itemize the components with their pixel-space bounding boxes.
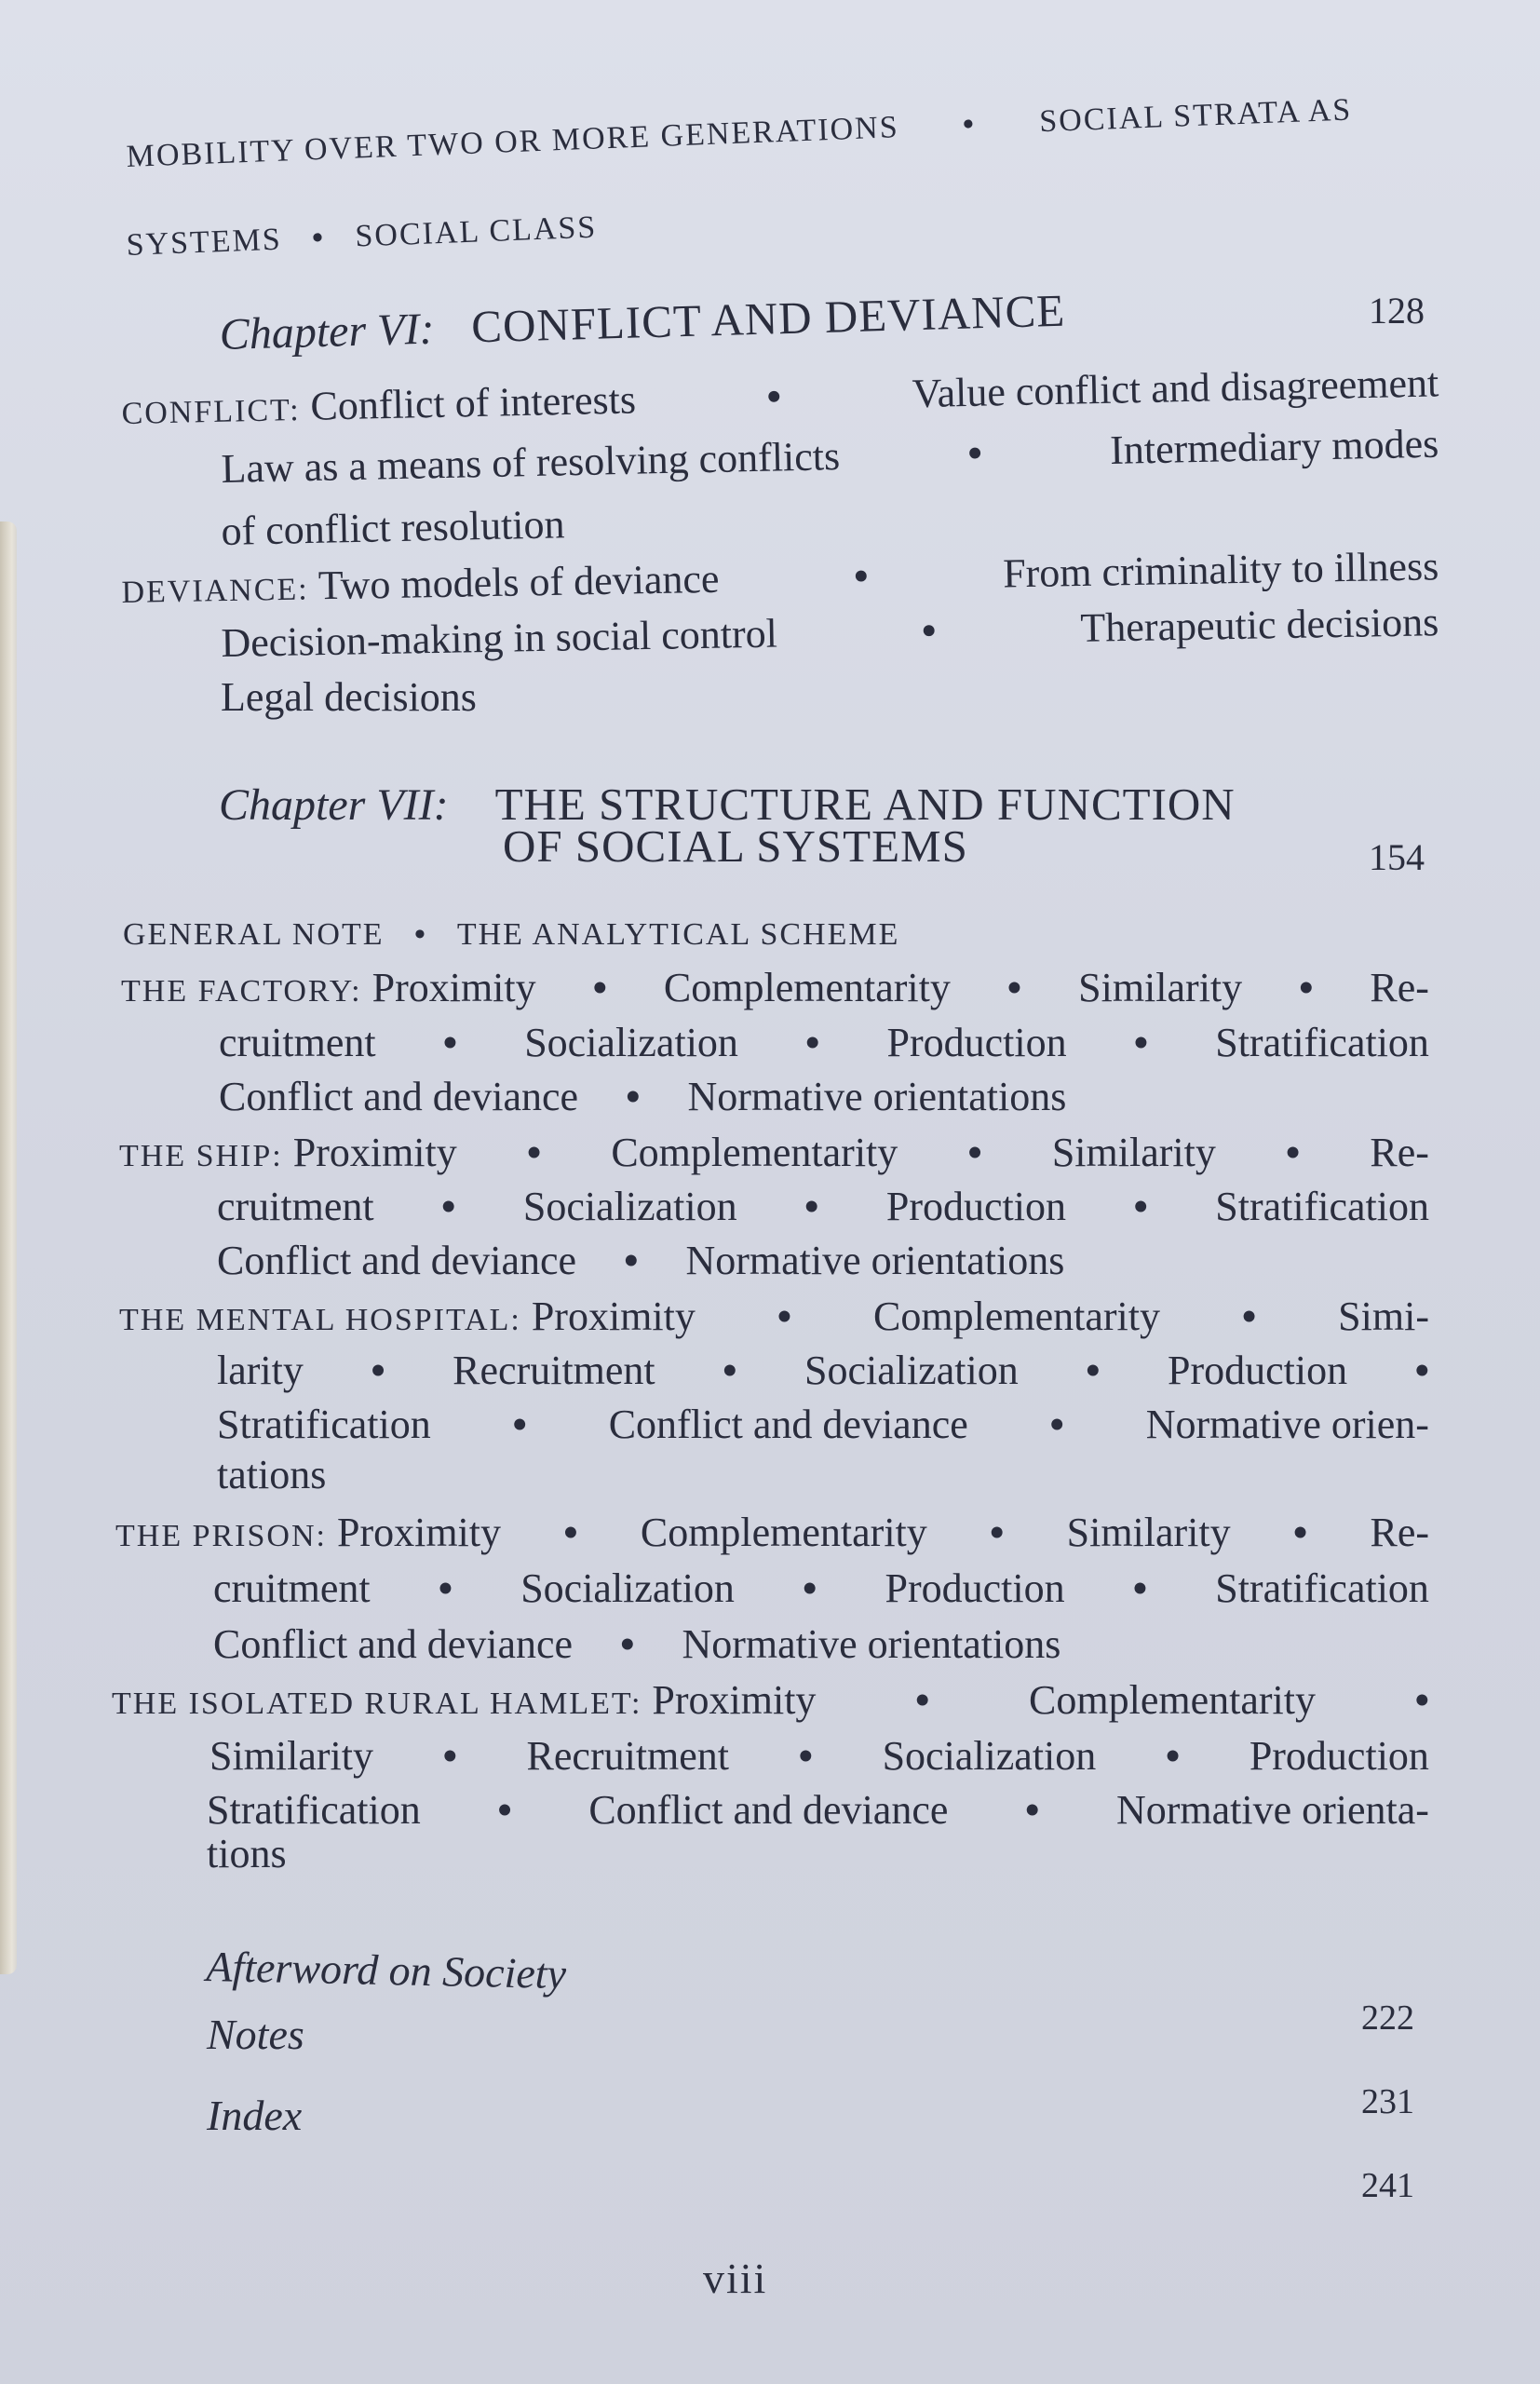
toc-entry: Recruitment [526,1733,730,1779]
toc-entry: Complementarity [873,1294,1160,1339]
bullet: • [962,106,977,142]
chapter-title-line-2: OF SOCIAL SYSTEMS [503,820,968,872]
hospital-line-1 [119,1293,1429,1340]
toc-continued-line-2 [126,210,598,264]
afterword-page: 222 [1361,1998,1414,2038]
toc-entry: Conflict and deviance [217,1238,577,1283]
bullet: • [777,1294,792,1339]
bullet: • [966,429,983,477]
toc-entry: Re- [1370,965,1429,1010]
factory-line-3 [219,1073,1066,1120]
toc-entry: Stratification [1215,1020,1429,1065]
bullet: • [921,607,937,654]
bullet: • [1241,1294,1257,1339]
toc-entry: Stratification [1215,1565,1429,1611]
toc-entry: Recruitment [453,1348,655,1393]
toc-entry: Normative orienta- [1115,1787,1429,1833]
bullet: • [1006,965,1022,1010]
toc-entry: Simi- [1338,1294,1429,1339]
toc-entry: Similarity [209,1733,373,1779]
bullet: • [723,1348,737,1393]
bullet: • [1285,1130,1301,1175]
bullet: • [563,1510,578,1555]
toc-entry: larity [217,1348,304,1393]
section-heading: THE FACTORY: [121,974,362,1009]
section-heading: THE PRISON: [115,1519,327,1553]
bullet: • [1292,1510,1308,1555]
toc-entry: THE ANALYTICAL SCHEME [456,917,900,952]
conflict-line-3: of conflict resolution [221,501,565,554]
bullet: • [804,1184,819,1229]
bullet: • [1132,1565,1148,1611]
chapter-7-page: 154 [1369,836,1425,878]
toc-entry: Socialization [524,1020,738,1065]
hamlet-line-1 [112,1676,1429,1724]
toc-entry: Complementarity [1029,1677,1316,1723]
toc-entry: Similarity [1078,965,1243,1010]
chapter-label: Chapter VI: [219,304,436,359]
bullet: • [967,1130,982,1175]
ship-line-2 [217,1183,1429,1230]
factory-line-1 [121,964,1429,1011]
toc-entry: SYSTEMS [126,222,283,263]
bullet: • [438,1565,453,1611]
general-note-line [123,917,899,953]
chapter-title: CONFLICT AND DEVIANCE [470,284,1066,353]
bullet: • [1086,1348,1101,1393]
conflict-line-2 [221,420,1439,493]
toc-entry: Production [1168,1348,1348,1393]
bullet: • [1414,1677,1429,1723]
section-heading: THE SHIP: [119,1139,283,1173]
toc-entry: Normative orien- [1145,1402,1429,1447]
section-heading: THE ISOLATED RURAL HAMLET: [112,1686,642,1721]
toc-entry: Proximity [531,1294,696,1339]
bullet: • [311,220,326,256]
toc-entry: Stratification [207,1787,421,1833]
section-heading: THE MENTAL HOSPITAL: [119,1303,521,1337]
index-page: 241 [1361,2166,1414,2205]
toc-entry: cruitment [213,1565,371,1611]
bullet: • [1165,1733,1181,1779]
toc-entry: Similarity [1051,1130,1216,1175]
bullet: • [805,1020,820,1065]
bullet: • [990,1510,1005,1555]
toc-entry: Stratification [217,1402,431,1447]
toc-continued-line-1 [126,92,1353,175]
toc-entry: cruitment [219,1020,376,1065]
bullet: • [1414,1348,1429,1393]
toc-entry: Production [1249,1733,1429,1779]
bullet: • [626,1074,641,1119]
toc-entry: MOBILITY OVER TWO OR MORE GENERATIONS [126,110,900,174]
section-heading: DEVIANCE: [121,572,310,610]
bullet: • [915,1677,930,1723]
bullet: • [1133,1184,1148,1229]
toc-entry: GENERAL NOTE [123,917,385,952]
toc-entry: Two models of deviance [317,555,720,609]
prison-line-1 [115,1509,1429,1556]
toc-entry: Conflict and deviance [219,1074,579,1119]
ship-line-3 [217,1237,1064,1284]
toc-entry: Conflict and deviance [213,1621,574,1667]
toc-entry: Complementarity [640,1510,927,1555]
bullet: • [798,1733,813,1779]
toc-entry: Socialization [882,1733,1097,1779]
toc-entry: cruitment [217,1184,374,1229]
deviance-line-2 [221,598,1439,667]
page-edge [0,522,17,1974]
toc-entry: Conflict of interests [309,376,637,429]
toc-entry: Normative orientations [682,1621,1061,1667]
hospital-line-4: tations [217,1452,327,1497]
ship-line-1 [119,1129,1429,1176]
hamlet-line-2 [209,1732,1429,1780]
hospital-line-2 [217,1347,1429,1394]
toc-entry: Proximity [371,965,536,1010]
toc-entry: Similarity [1066,1510,1231,1555]
bullet: • [442,1733,457,1779]
toc-entry: Production [885,1565,1065,1611]
bullet: • [803,1565,817,1611]
toc-entry: Complementarity [663,965,951,1010]
toc-entry: Socialization [520,1565,735,1611]
hamlet-line-4: tions [207,1831,287,1876]
bullet: • [1299,965,1314,1010]
deviance-line-3: Legal decisions [221,674,477,720]
hospital-line-3 [217,1401,1429,1448]
prison-line-3 [213,1620,1060,1668]
chapter-6-page: 128 [1369,290,1425,332]
toc-entry: Normative orientations [685,1238,1065,1283]
bullet: • [1133,1020,1149,1065]
hamlet-line-3 [207,1786,1429,1834]
toc-entry: Stratification [1215,1184,1429,1229]
toc-entry: Proximity [292,1130,457,1175]
toc-entry: Socialization [522,1184,737,1229]
chapter-label: Chapter VII: [219,780,449,830]
bullet: • [1049,1402,1064,1447]
section-heading: CONFLICT: [121,392,301,431]
bullet: • [592,965,607,1010]
toc-entry: Law as a means of resolving conflicts [221,433,841,492]
notes-entry: Notes [207,2011,304,2058]
toc-entry: Proximity [336,1510,501,1555]
index-entry: Index [207,2092,303,2139]
bullet: • [512,1402,527,1447]
bullet: • [624,1238,639,1283]
bullet: • [853,552,869,600]
toc-entry: Conflict and deviance [588,1787,949,1833]
chapter-title: THE STRUCTURE AND FUNCTION [494,779,1236,830]
toc-entry: Value conflict and disagreement [912,359,1439,417]
toc-entry: Re- [1370,1130,1429,1175]
bullet: • [766,373,782,420]
page-number: viii [703,2255,768,2302]
factory-line-2 [219,1019,1429,1066]
toc-entry: Production [886,1020,1067,1065]
chapter-6-heading [219,284,1066,360]
toc-entry: Therapeutic decisions [1080,599,1439,651]
bullet: • [441,1184,456,1229]
bullet: • [414,917,427,952]
toc-entry: Normative orientations [687,1074,1067,1119]
toc-entry: Proximity [652,1677,817,1723]
toc-entry: Complementarity [611,1130,898,1175]
bullet: • [526,1130,542,1175]
bullet: • [497,1787,512,1833]
toc-entry: From criminality to illness [1002,543,1439,597]
notes-page: 231 [1361,2082,1414,2121]
toc-entry: SOCIAL CLASS [354,210,598,254]
conflict-line-1 [121,359,1439,434]
bullet: • [371,1348,385,1393]
toc-entry: SOCIAL STRATA AS [1038,92,1353,140]
afterword-entry: Afterword on Society [205,1942,567,1998]
toc-entry: Decision-making in social control [221,610,778,666]
bullet: • [442,1020,458,1065]
toc-entry: Intermediary modes [1109,420,1439,473]
toc-entry: Socialization [804,1348,1019,1393]
prison-line-2 [213,1564,1429,1612]
bullet: • [1024,1787,1040,1833]
toc-entry: Production [885,1184,1066,1229]
bullet: • [620,1621,635,1667]
toc-entry: Re- [1370,1510,1429,1555]
toc-entry: Conflict and deviance [608,1402,968,1447]
